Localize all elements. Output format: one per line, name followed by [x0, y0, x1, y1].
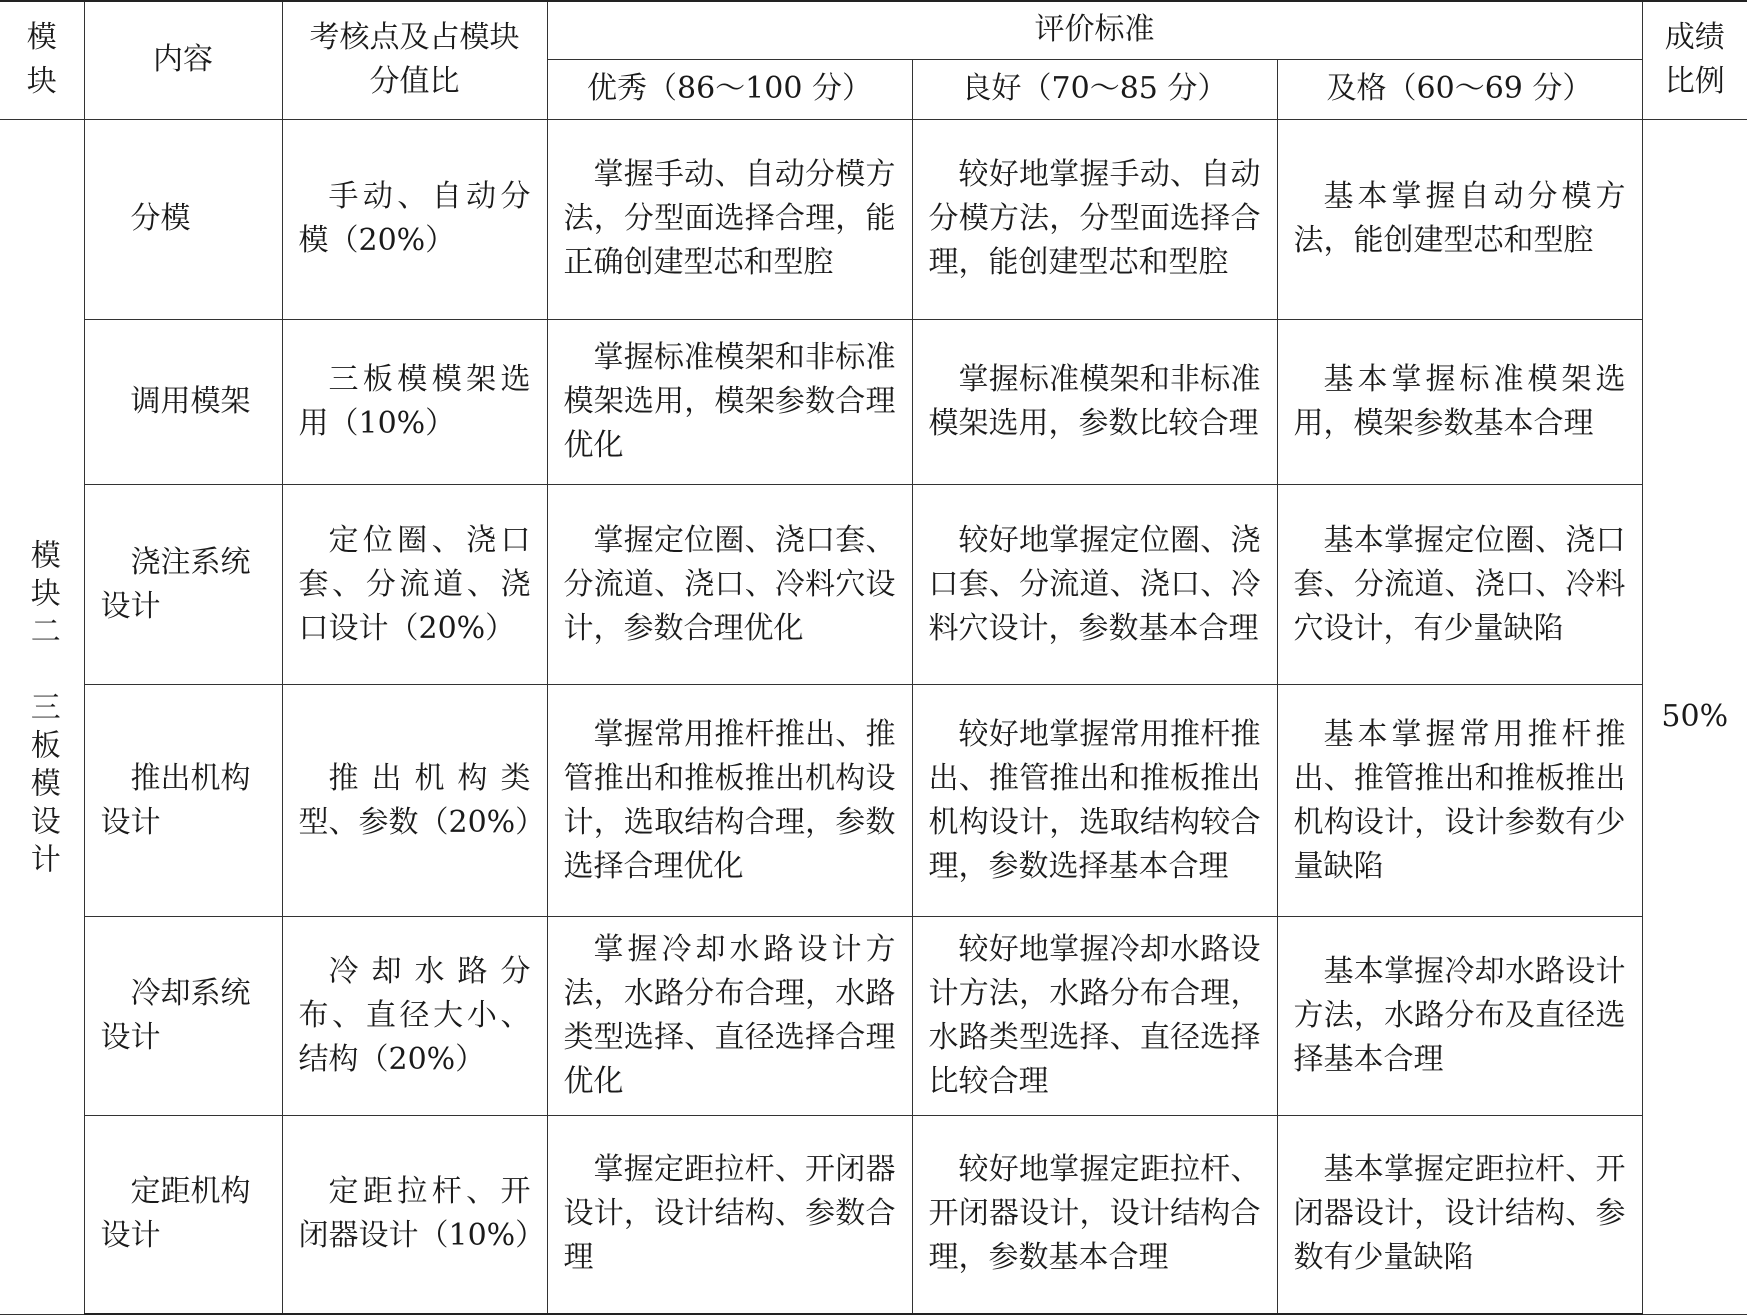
row-content: 推出机构设计	[84, 685, 282, 917]
row-content: 分模	[84, 119, 282, 319]
row-excellent: 掌握手动、自动分模方法，分型面选择合理，能正确创建型芯和型腔	[547, 119, 912, 319]
ratio-value: 50%	[1642, 119, 1747, 1314]
row-excellent: 掌握常用推杆推出、推管推出和推板推出机构设计，选取结构合理，参数选择合理优化	[547, 685, 912, 917]
row-pass: 基本掌握标准模架选用，模架参数基本合理	[1277, 319, 1642, 485]
row-pass: 基本掌握定位圈、浇口套、分流道、浇口、冷料穴设计，有少量缺陷	[1277, 485, 1642, 685]
row-assessment: 定距拉杆、开闭器设计（10%）	[282, 1115, 547, 1314]
row-pass: 基本掌握冷却水路设计方法，水路分布及直径选择基本合理	[1277, 916, 1642, 1115]
table-row	[0, 685, 1747, 917]
row-assessment: 推出机构类型、参数（20%）	[282, 685, 547, 917]
table-row	[0, 485, 1747, 685]
row-assessment: 定位圈、浇口套、分流道、浇口设计（20%）	[282, 485, 547, 685]
row-good: 掌握标准模架和非标准模架选用，参数比较合理	[912, 319, 1277, 485]
row-pass: 基本掌握定距拉杆、开闭器设计，设计结构、参数有少量缺陷	[1277, 1115, 1642, 1314]
row-good: 较好地掌握定距拉杆、开闭器设计，设计结构合理，参数基本合理	[912, 1115, 1277, 1314]
row-excellent: 掌握标准模架和非标准模架选用，模架参数合理优化	[547, 319, 912, 485]
row-content: 浇注系统设计	[84, 485, 282, 685]
row-content: 冷却系统设计	[84, 916, 282, 1115]
row-good: 较好地掌握常用推杆推出、推管推出和推板推出机构设计，选取结构较合理，参数选择基本合理	[912, 685, 1277, 917]
row-assessment: 冷却水路分布、直径大小、结构（20%）	[282, 916, 547, 1115]
header-assessment: 考核点及占模块分值比	[282, 1, 547, 119]
module-name: 模块二 三板模设计	[24, 539, 60, 882]
row-excellent: 掌握定距拉杆、开闭器设计，设计结构、参数合理	[547, 1115, 912, 1314]
row-good: 较好地掌握冷却水路设计方法，水路分布合理，水路类型选择、直径选择比较合理	[912, 916, 1277, 1115]
table-row	[0, 916, 1747, 1115]
row-content: 调用模架	[84, 319, 282, 485]
table-row	[0, 119, 1747, 319]
row-excellent: 掌握定位圈、浇口套、分流道、浇口、冷料穴设计，参数合理优化	[547, 485, 912, 685]
row-assessment: 手动、自动分模（20%）	[282, 119, 547, 319]
table-row	[0, 1115, 1747, 1314]
header-good: 良好（70～85 分）	[912, 59, 1277, 119]
row-assessment: 三板模模架选用（10%）	[282, 319, 547, 485]
row-excellent: 掌握冷却水路设计方法，水路分布合理，水路类型选择、直径选择合理优化	[547, 916, 912, 1115]
header-pass: 及格（60～69 分）	[1277, 59, 1642, 119]
header-content: 内容	[84, 1, 282, 119]
header-criteria: 评价标准	[547, 1, 1642, 59]
row-good: 较好地掌握手动、自动分模方法，分型面选择合理，能创建型芯和型腔	[912, 119, 1277, 319]
row-content: 定距机构设计	[84, 1115, 282, 1314]
header-ratio: 成绩比例	[1642, 1, 1747, 119]
header-module: 模块	[0, 1, 84, 119]
row-pass: 基本掌握常用推杆推出、推管推出和推板推出机构设计，设计参数有少量缺陷	[1277, 685, 1642, 917]
header-excellent: 优秀（86～100 分）	[547, 59, 912, 119]
row-pass: 基本掌握自动分模方法，能创建型芯和型腔	[1277, 119, 1642, 319]
row-good: 较好地掌握定位圈、浇口套、分流道、浇口、冷料穴设计，参数基本合理	[912, 485, 1277, 685]
table-row	[0, 319, 1747, 485]
module-name-cell	[0, 119, 84, 1314]
